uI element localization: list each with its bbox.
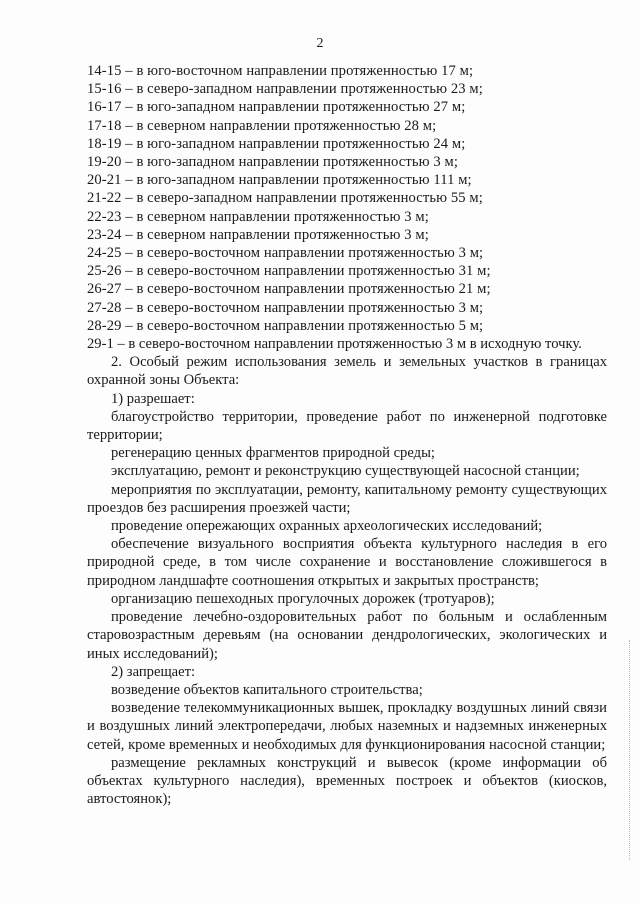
coordinate-line: 16-17 – в юго-западном направлении протяженностью 27 м; — [87, 99, 466, 116]
section-2-heading: 2. Особый режим использования земель и земельных участков в границах охранной зоны Объекта: — [87, 354, 607, 389]
permit-item: эксплуатацию, ремонт и реконструкцию существующей насосной станции; — [111, 463, 580, 480]
scan-margin-mark — [629, 640, 632, 860]
last-coordinate-line: 29-1 – в северо-восточном направлении протяженностью 3 м в исходную точку. — [87, 336, 582, 353]
prohibits-heading: 2) запрещает: — [111, 663, 196, 680]
coordinate-line: 20-21 – в юго-западном направлении протяженностью 111 м; — [87, 172, 472, 189]
prohibit-item: возведение объектов капитального строительства; — [111, 681, 423, 698]
permit-item: обеспечение визуального восприятия объекта культурного наследия в его природной среде, в том числе сохранение и восстановление сложившегося в природном ландшафте соотношения открытых и закрытых пространств; — [87, 536, 607, 589]
permit-item: организацию пешеходных прогулочных дорожек (тротуаров); — [111, 590, 495, 607]
permit-item: регенерацию ценных фрагментов природной среды; — [111, 445, 435, 462]
coordinate-line: 14-15 – в юго-восточном направлении протяженностью 17 м; — [87, 63, 474, 79]
coordinate-line: 19-20 – в юго-западном направлении протяженностью 3 м; — [87, 154, 459, 171]
coordinate-line: 25-26 – в северо-восточном направлении протяженностью 31 м; — [87, 263, 491, 280]
prohibit-item: размещение рекламных конструкций и вывесок (кроме информации об объектах культурного наследия), временных построек и объектов (киосков, автостоянок); — [87, 754, 607, 808]
coordinate-line: 24-25 – в северо-восточном направлении протяженностью 3 м; — [87, 245, 484, 262]
document-body — [87, 62, 607, 808]
permit-item: благоустройство территории, проведение работ по инженерной подготовке территории; — [87, 408, 607, 444]
page-number: 2 — [316, 36, 324, 51]
coordinate-line: 27-28 – в северо-восточном направлении протяженностью 3 м; — [87, 299, 484, 316]
permit-item: проведение лечебно-оздоровительных работ по больным и ослабленным старовозрастным деревьям (на основании дендрологических, экологических и иных исследований); — [87, 609, 607, 662]
permits-heading: 1) разрешает: — [111, 390, 195, 407]
coordinate-line: 17-18 – в северном направлении протяженностью 28 м; — [87, 117, 437, 134]
coordinate-line: 15-16 – в северо-западном направлении протяженностью 23 м; — [87, 81, 483, 98]
permit-item: мероприятия по эксплуатации, ремонту, капитальному ремонту существующих проездов без расширения проезжей части; — [87, 481, 607, 516]
coordinate-line: 23-24 – в северном направлении протяженностью 3 м; — [87, 226, 429, 243]
coordinate-line: 21-22 – в северо-западном направлении протяженностью 55 м; — [87, 190, 483, 207]
coordinate-line: 18-19 – в юго-западном направлении протяженностью 24 м; — [87, 135, 466, 152]
coordinate-line: 26-27 – в северо-восточном направлении протяженностью 21 м; — [87, 281, 491, 298]
prohibit-item: возведение телекоммуникационных вышек, прокладку воздушных линий связи и воздушных линий электропередачи, любых наземных и надземных инженерных сетей, кроме временных и необходимых для функционирования насосной станции; — [87, 700, 607, 753]
permit-item: проведение опережающих охранных археологических исследований; — [111, 518, 543, 535]
coordinate-line: 22-23 – в северном направлении протяженностью 3 м; — [87, 208, 429, 225]
coordinate-line: 28-29 – в северо-восточном направлении протяженностью 5 м; — [87, 317, 484, 334]
